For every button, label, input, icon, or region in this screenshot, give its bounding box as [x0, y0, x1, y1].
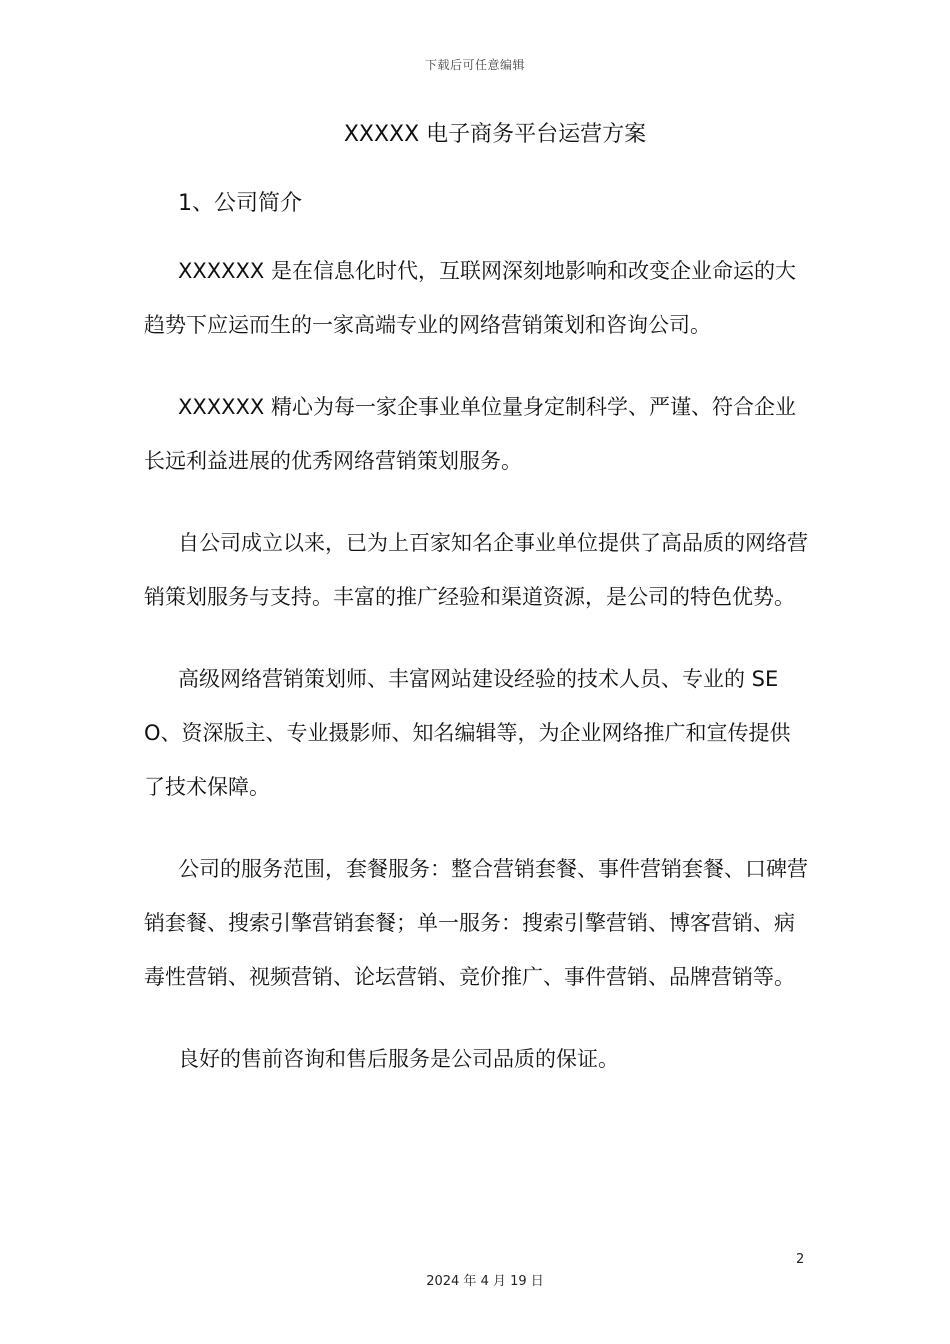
- paragraph-history: 自公司成立以来，已为上百家知名企事业单位提供了高品质的网络营销策划服务与支持。丰富的推广经验和渠道资源，是公司的特色优势。: [144, 531, 808, 609]
- header-note: 下载后可任意编辑: [424, 58, 525, 72]
- footer-date: 2024 年 4 月 19 日: [426, 1274, 544, 1289]
- paragraph-service-scope: 公司的服务范围，套餐服务：整合营销套餐、事件营销套餐、口碑营销套餐、搜索引擎营销套餐；单一服务：搜索引擎营销、博客营销、病毒性营销、视频营销、论坛营销、竞价推广、事件营销、品牌营销等。: [144, 857, 808, 989]
- document-title: XXXXX 电子商务平台运营方案: [343, 122, 647, 147]
- paragraph-intro: XXXXXX 是在信息化时代，互联网深刻地影响和改变企业命运的大趋势下应运而生的一家高端专业的网络营销策划和咨询公司。: [144, 259, 796, 337]
- page-number: 2: [796, 1252, 805, 1267]
- section-heading: 1、公司简介: [178, 191, 302, 216]
- paragraph-guarantee: 良好的售前咨询和售后服务是公司品质的保证。: [178, 1047, 619, 1071]
- paragraph-custom-service: XXXXXX 精心为每一家企事业单位量身定制科学、严谨、符合企业长远利益进展的优秀网络营销策划服务。: [144, 395, 796, 473]
- paragraph-team: 高级网络营销策划师、丰富网站建设经验的技术人员、专业的 SEO、资深版主、专业摄影师、知名编辑等，为企业网络推广和宣传提供了技术保障。: [144, 667, 791, 799]
- body-text: [144, 244, 809, 1114]
